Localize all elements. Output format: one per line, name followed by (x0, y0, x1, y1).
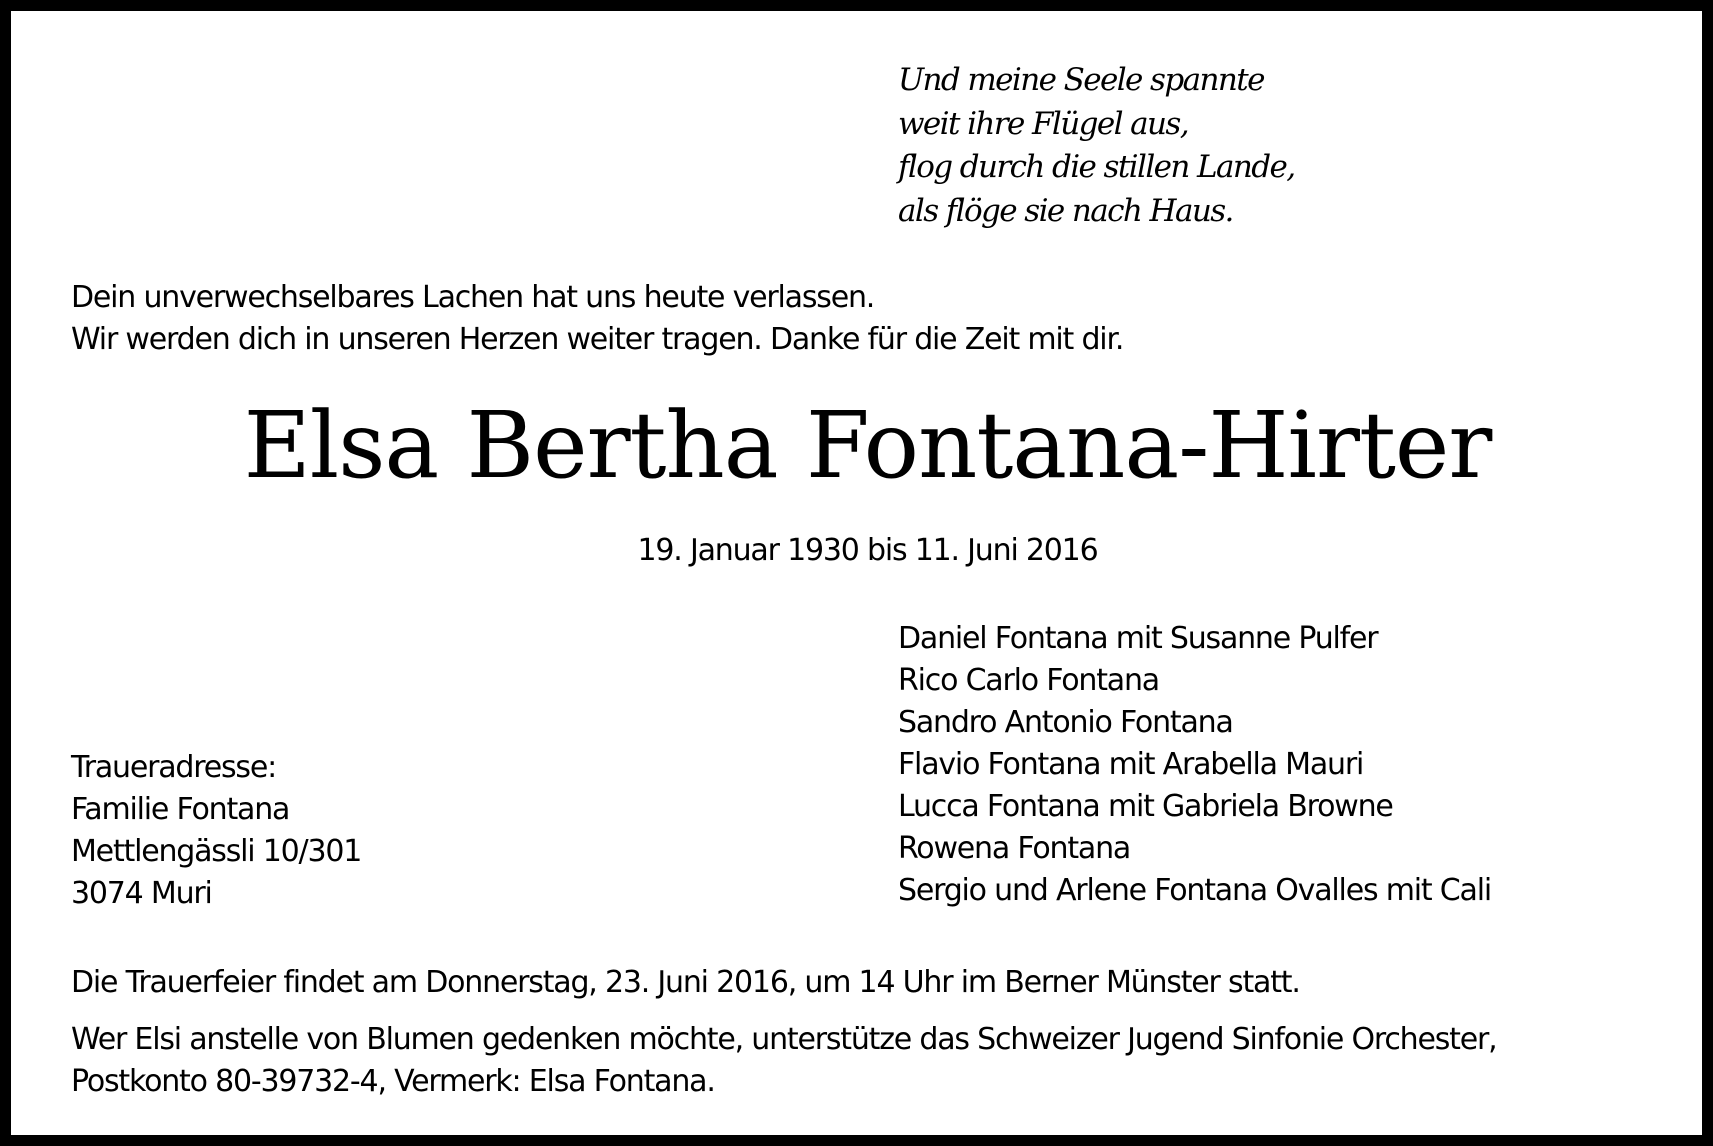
relative-item: Sandro Antonio Fontana (898, 705, 1233, 740)
relatives-list (898, 618, 1491, 912)
address-line: Familie Fontana (71, 792, 290, 827)
address-heading: Traueradresse: (71, 750, 277, 785)
donation-line: Postkonto 80-39732-4, Vermerk: Elsa Fontana. (71, 1064, 715, 1099)
intro-line: Wir werden dich in unseren Herzen weiter tragen. Danke für die Zeit mit dir. (71, 322, 1124, 357)
poem (898, 59, 1294, 233)
relative-item: Flavio Fontana mit Arabella Mauri (898, 747, 1364, 782)
relative-item: Daniel Fontana mit Susanne Pulfer (898, 621, 1378, 656)
address-line: Mettlengässli 10/301 (71, 834, 362, 869)
poem-line: weit ihre Flügel aus, (898, 105, 1188, 142)
relative-item: Lucca Fontana mit Gabriela Browne (898, 789, 1393, 824)
poem-line: flog durch die stillen Lande, (898, 149, 1295, 185)
relative-item: Sergio und Arlene Fontana Ovalles mit Cali (898, 873, 1491, 908)
ceremony-notice: Die Trauerfeier findet am Donnerstag, 23. Juni 2016, um 14 Uhr im Berner Münster statt. (71, 965, 1300, 1000)
relative-item: Rico Carlo Fontana (898, 663, 1159, 698)
intro-text (71, 277, 1123, 361)
mourning-address (71, 747, 361, 915)
donation-notice (71, 1019, 1664, 1103)
intro-line: Dein unverwechselbares Lachen hat uns heute verlassen. (71, 280, 875, 315)
donation-line: Wer Elsi anstelle von Blumen gedenken möchte, unterstütze das Schweizer Jugend Sinfonie Orchester, (71, 1022, 1497, 1057)
life-dates: 19. Januar 1930 bis 11. Juni 2016 (637, 533, 1098, 568)
address-line: 3074 Muri (71, 876, 212, 911)
deceased-name: Elsa Bertha Fontana-Hirter (243, 392, 1492, 499)
poem-line: als flöge sie nach Haus. (898, 192, 1233, 229)
poem-line: Und meine Seele spannte (898, 62, 1264, 98)
relative-item: Rowena Fontana (898, 831, 1131, 866)
